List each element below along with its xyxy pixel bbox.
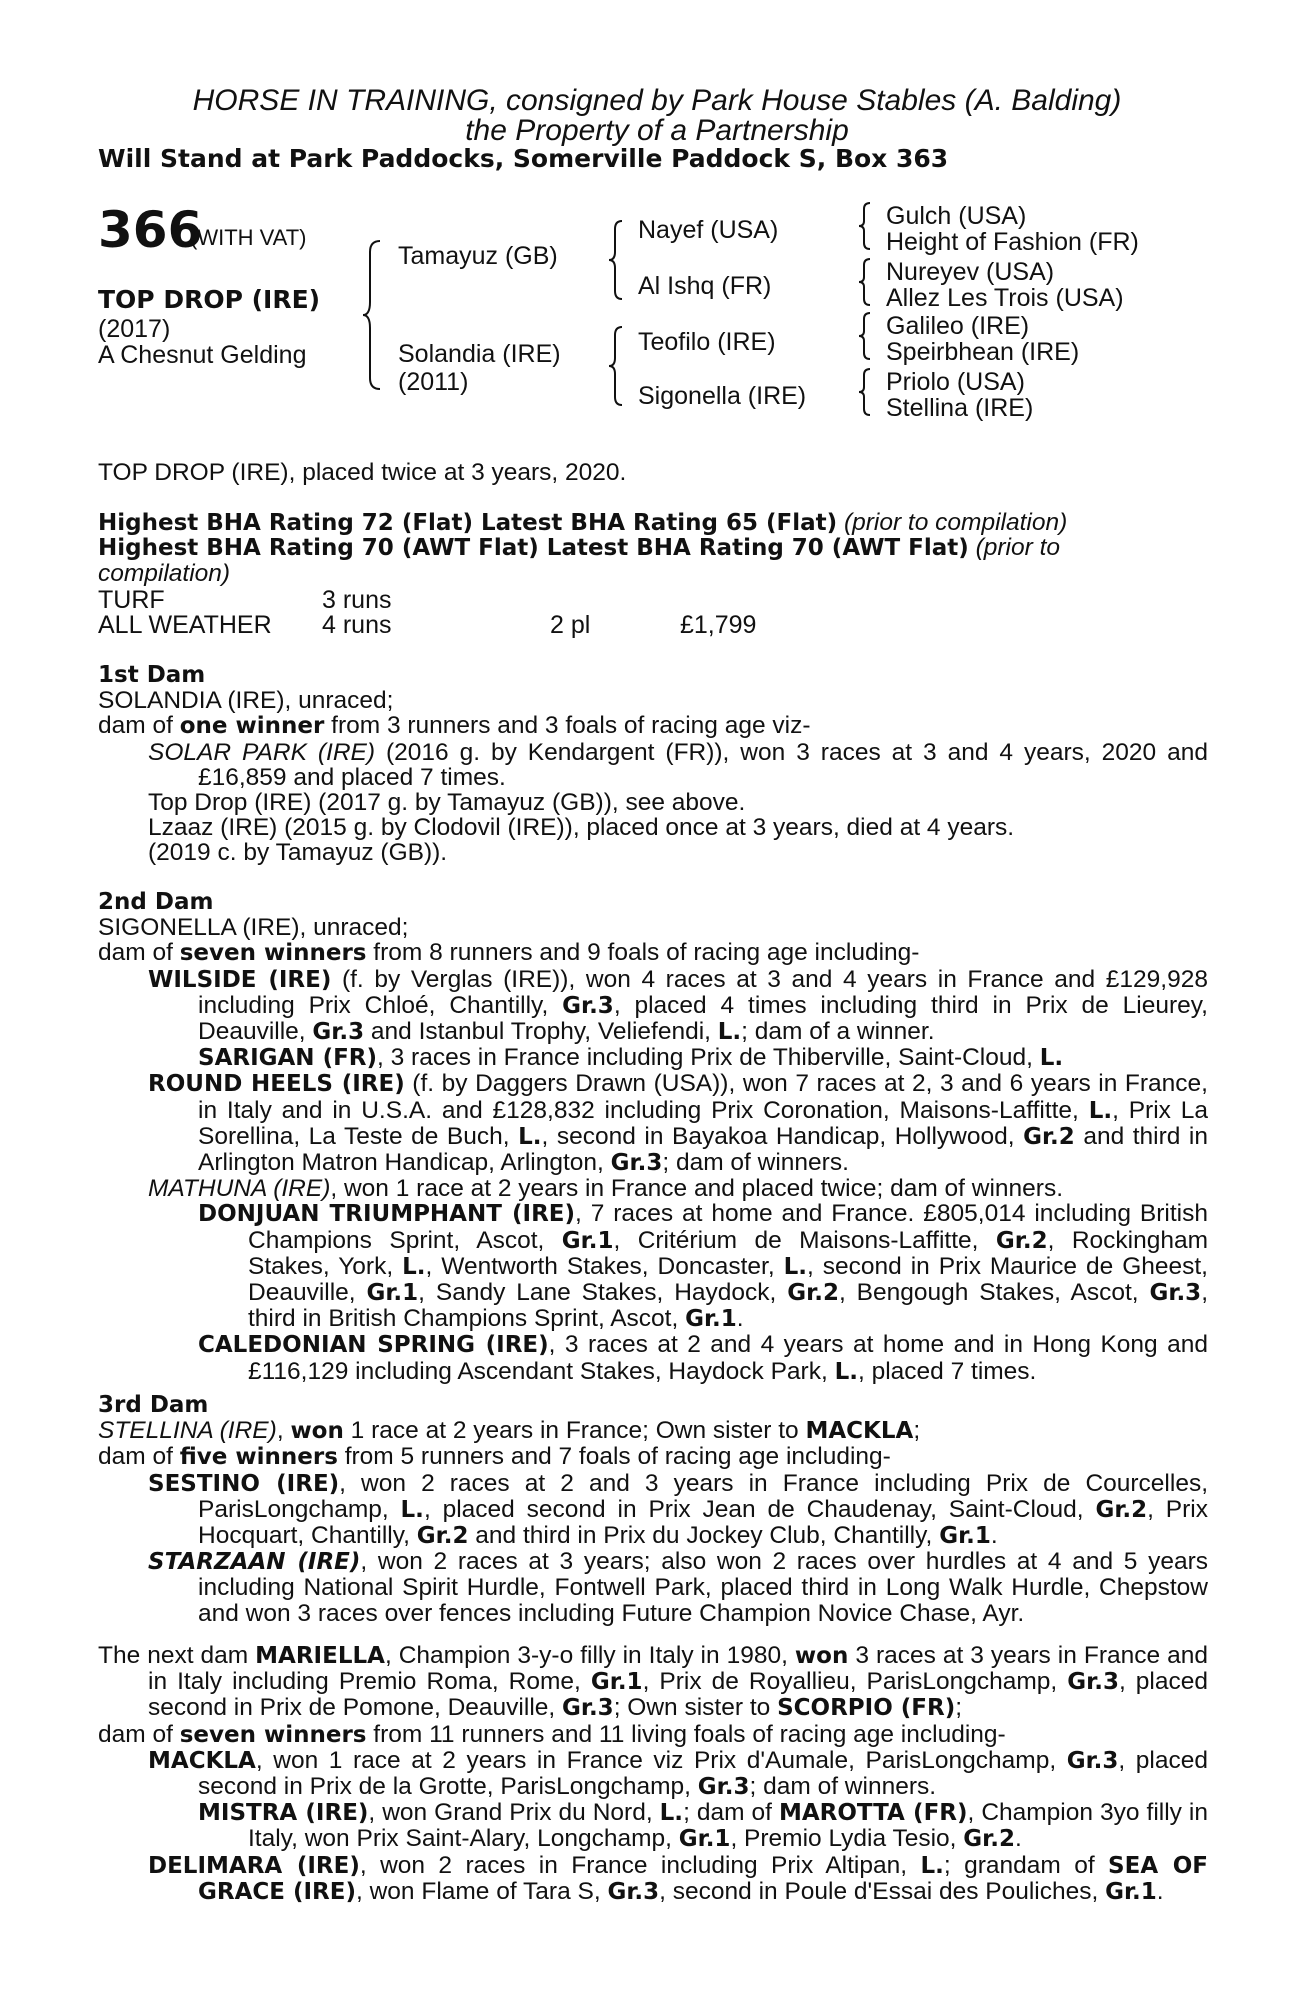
produce-item: SOLAR PARK (IRE) (2016 g. by Kendargent (FR)), won 3 races at 3 and 4 years, 2020 and £16,859 and placed 7 times.	[148, 738, 1208, 791]
flat-rating-text: Highest BHA Rating 72 (Flat) Latest BHA Rating 65 (Flat)	[98, 510, 838, 536]
second-dam-heading: 2nd Dam	[98, 889, 214, 915]
awt-rating-note-cont: compilation)	[98, 560, 231, 588]
race-summary: TOP DROP (IRE), placed twice at 3 years, 2020.	[98, 459, 627, 486]
awt-rating-note: (prior to	[975, 534, 1061, 561]
property-line: the Property of a Partnership	[465, 114, 849, 147]
produce-item: SARIGAN (FR), 3 races in France including Prix de Thiberville, Saint-Cloud, L.	[198, 1044, 1064, 1072]
vat-label: (WITH VAT)	[190, 225, 307, 250]
stand-line: Will Stand at Park Paddocks, Somerville Paddock S, Box 363	[98, 144, 949, 173]
sire-sire-name: Nayef (USA)	[638, 216, 779, 244]
ancestor-2: Height of Fashion (FR)	[886, 228, 1139, 256]
runs-surface: ALL WEATHER	[98, 611, 272, 639]
pedigree-brace-dam	[608, 326, 624, 406]
foaling-year: (2017)	[98, 315, 171, 343]
sire-name: Tamayuz (GB)	[398, 242, 558, 270]
first-dam-heading: 1st Dam	[98, 662, 206, 688]
runs-surface: TURF	[98, 586, 165, 614]
runs-earnings: £1,799	[680, 611, 757, 639]
ancestor-8: Stellina (IRE)	[886, 394, 1034, 422]
horse-name: TOP DROP (IRE)	[98, 285, 321, 314]
ancestor-3: Nureyev (USA)	[886, 258, 1055, 286]
pedigree-brace-g1	[858, 202, 872, 250]
produce-item: MISTRA (IRE), won Grand Prix du Nord, L.; dam of MAROTTA (FR), Champion 3yo filly in Italy, won Prix Saint-Alary, Longchamp, Gr.1, Premio Lydia Tesio, Gr.2.	[198, 1799, 1208, 1853]
produce-item: MACKLA, won 1 race at 2 years in France viz Prix d'Aumale, ParisLongchamp, Gr.3, placed second in Prix de la Grotte, ParisLongchamp, Gr.3; dam of winners.	[148, 1746, 1209, 1801]
ancestor-6: Speirbhean (IRE)	[886, 338, 1080, 366]
consignor-line: HORSE IN TRAINING, consigned by Park House Stables (A. Balding)	[192, 84, 1122, 117]
runs-count: 4 runs	[322, 611, 392, 639]
third-dam-produce-summary: dam of five winners from 5 runners and 7 foals of racing age including-	[98, 1443, 891, 1471]
flat-rating-note: (prior to compilation)	[843, 509, 1068, 536]
pedigree-brace-g3	[858, 312, 872, 360]
produce-item: DONJUAN TRIUMPHANT (IRE), 7 races at home and France. £805,014 including British Champions Sprint, Ascot, Gr.1, Critérium de Maisons-Laffitte, Gr.2, Rockingham Stakes, York, L., Wentworth Stakes, Doncaster, L., second in Prix Maurice de Gheest, Deauville, Gr.1, Sandy Lane Stakes, Haydock, Gr.2, Bengough Stakes, Ascot, Gr.3, third in British Champions Sprint, Ascot, Gr.1.	[198, 1200, 1209, 1333]
pedigree-brace-g2	[858, 258, 872, 306]
sire-dam-name: Al Ishq (FR)	[638, 272, 772, 300]
produce-item: (2019 c. by Tamayuz (GB)).	[148, 839, 448, 867]
second-dam-name: SIGONELLA (IRE), unraced;	[98, 914, 409, 942]
ancestor-4: Allez Les Trois (USA)	[886, 284, 1124, 312]
produce-item: DELIMARA (IRE), won 2 races in France including Prix Altipan, L.; grandam of SEA OF GRACE (IRE), won Flame of Tara S, Gr.3, second in Poule d'Essai des Pouliches, Gr.1.	[148, 1851, 1209, 1905]
dam-sire-name: Teofilo (IRE)	[638, 328, 776, 356]
ancestor-1: Gulch (USA)	[886, 202, 1027, 230]
produce-item: Lzaaz (IRE) (2015 g. by Clodovil (IRE)), placed once at 3 years, died at 4 years.	[148, 814, 1015, 842]
produce-item: STARZAAN (IRE), won 2 races at 3 years; also won 2 races over hurdles at 4 and 5 years including National Spirit Hurdle, Fontwell Park, placed third in Long Walk Hurdle, Chepstow and won 3 races over fences including Future Champion Novice Chase, Ayr.	[148, 1548, 1208, 1627]
next-dam-produce-summary: dam of seven winners from 11 runners and 11 living foals of racing age including-	[98, 1720, 1006, 1748]
dam-dam-name: Sigonella (IRE)	[638, 382, 807, 410]
first-dam-section	[98, 663, 1208, 866]
produce-item: WILSIDE (IRE) (f. by Verglas (IRE)), won 4 races at 3 and 4 years in France and £129,928 including Prix Chloé, Chantilly, Gr.3, placed 4 times including third in Prix de Lieurey, Deauville, Gr.3 and Istanbul Trophy, Veliefendi, L.; dam of a winner.	[148, 965, 1208, 1046]
second-dam-section	[98, 890, 1208, 1385]
third-dam-heading: 3rd Dam	[98, 1392, 209, 1418]
flat-rating	[98, 510, 1208, 536]
ancestor-7: Priolo (USA)	[886, 368, 1025, 396]
first-dam-name: SOLANDIA (IRE), unraced;	[98, 687, 394, 715]
produce-item: SESTINO (IRE), won 2 races at 2 and 3 years in France including Prix de Courcelles, ParisLongchamp, L., placed second in Prix Jean de Chaudenay, Saint-Cloud, Gr.2, Prix Hocquart, Chantilly, Gr.2 and third in Prix du Jockey Club, Chantilly, Gr.1.	[148, 1469, 1208, 1550]
dam-year: (2011)	[398, 368, 469, 396]
produce-item: ROUND HEELS (IRE) (f. by Daggers Drawn (USA)), won 7 races at 2, 3 and 6 years in France, in Italy and in U.S.A. and £128,832 including Prix Coronation, Maisons-Laffitte, L., Prix La Sorellina, La Teste de Buch, L., second in Bayakoa Handicap, Hollywood, Gr.2 and third in Arlington Matron Handicap, Arlington, Gr.3; dam of winners.	[148, 1070, 1208, 1177]
pedigree-brace-g4	[858, 368, 872, 416]
awt-rating-text: Highest BHA Rating 70 (AWT Flat) Latest BHA Rating 70 (AWT Flat)	[98, 535, 969, 561]
pedigree-brace-main	[362, 240, 382, 390]
first-dam-produce-summary: dam of one winner from 3 runners and 3 foals of racing age viz-	[98, 712, 811, 740]
pedigree-brace-sire	[608, 220, 624, 300]
runs-count: 3 runs	[322, 586, 392, 614]
horse-description: A Chesnut Gelding	[98, 341, 307, 369]
second-dam-produce-summary: dam of seven winners from 8 runners and 9 foals of racing age including-	[98, 939, 920, 967]
ancestor-5: Galileo (IRE)	[886, 312, 1030, 340]
produce-item: Top Drop (IRE) (2017 g. by Tamayuz (GB)), see above.	[148, 789, 746, 817]
next-dam-section	[98, 1643, 1208, 1905]
next-dam-record: The next dam MARIELLA, Champion 3-y-o filly in Italy in 1980, won 3 races at 3 years in France and in Italy including Premio Roma, Rome, Gr.1, Prix de Royallieu, ParisLongchamp, Gr.3, placed second in Prix de Pomone, Deauville, Gr.3; Own sister to SCORPIO (FR);	[98, 1642, 1208, 1722]
lot-number: 366	[98, 201, 203, 259]
produce-item: CALEDONIAN SPRING (IRE), 3 races at 2 and 4 years at home and in Hong Kong and £116,129 including Ascendant Stakes, Haydock Park, L., placed 7 times.	[198, 1331, 1208, 1385]
third-dam-section	[98, 1393, 1208, 1626]
awt-rating	[98, 535, 1208, 586]
runs-placed: 2 pl	[550, 611, 591, 639]
third-dam-name: STELLINA (IRE), won 1 race at 2 years in France; Own sister to MACKLA;	[98, 1417, 921, 1445]
produce-item: MATHUNA (IRE), won 1 race at 2 years in France and placed twice; dam of winners.	[148, 1175, 1064, 1203]
dam-name: Solandia (IRE)	[398, 340, 561, 368]
